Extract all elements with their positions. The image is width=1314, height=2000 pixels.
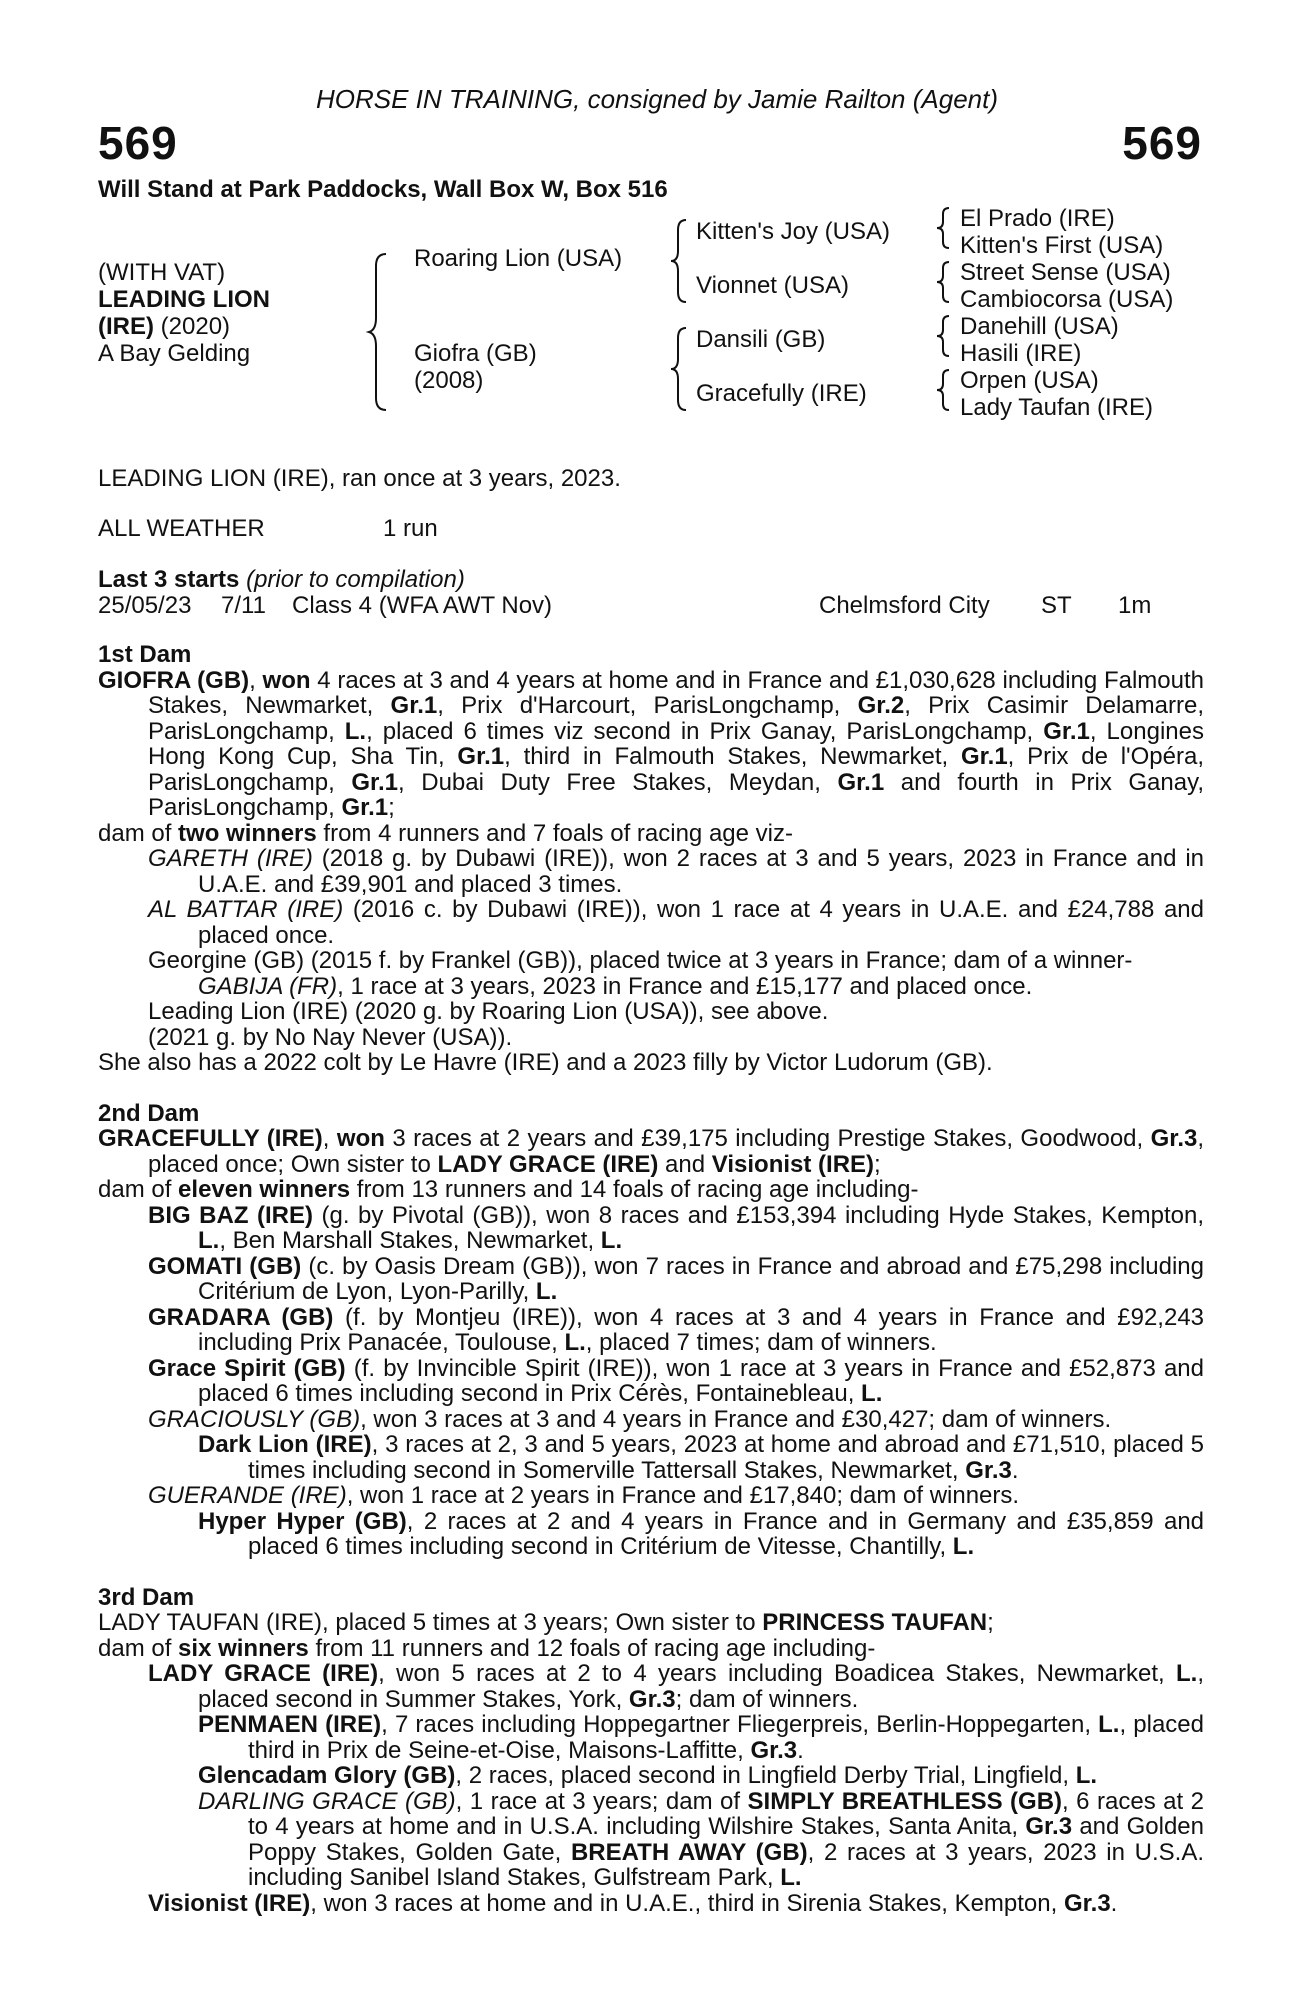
sire-line-brace bbox=[668, 218, 690, 304]
text-run: Leading Lion (IRE) (2020 g. by Roaring Lion (USA)), see above. bbox=[148, 998, 829, 1025]
first-dam-foal-3 bbox=[98, 948, 1204, 974]
lot-number-right: 569 bbox=[1122, 117, 1202, 169]
section-gap bbox=[98, 1560, 1204, 1585]
bold-text: BREATH AWAY (GB) bbox=[570, 1838, 808, 1866]
italic-text: GARETH (IRE) bbox=[148, 845, 313, 872]
bold-text: GRADARA (GB) bbox=[148, 1303, 334, 1331]
last-starts-title: Last 3 starts bbox=[98, 566, 240, 593]
section-gap bbox=[98, 1076, 1204, 1101]
text-run: , won 5 races at 2 to 4 years including Boadicea Stakes, Newmarket, bbox=[378, 1660, 1176, 1687]
italic-text: GUERANDE (IRE) bbox=[148, 1482, 347, 1509]
text-run: dam of bbox=[98, 819, 179, 847]
text-run: , Ben Marshall Stakes, Newmarket, bbox=[219, 1227, 601, 1254]
dam-dam: Gracefully (IRE) bbox=[696, 380, 867, 407]
second-dam-heading: 2nd Dam bbox=[98, 1099, 200, 1127]
last-starts-heading bbox=[98, 566, 465, 593]
great-granddam-3: Hasili (IRE) bbox=[960, 340, 1082, 367]
third-dam-grandfoal-3 bbox=[98, 1789, 1204, 1891]
lot-number-left: 569 bbox=[98, 117, 178, 169]
text-run: (2016 c. by Dubawi (IRE)), won 1 race at 4 years in U.A.E. and £24,788 and placed once. bbox=[198, 896, 1204, 949]
bold-text: L. bbox=[564, 1329, 586, 1356]
bold-text: Gr.3 bbox=[1063, 1889, 1111, 1917]
great-granddam-4: Lady Taufan (IRE) bbox=[960, 394, 1153, 421]
bold-text: L. bbox=[344, 717, 367, 745]
grand-brace-4 bbox=[934, 368, 952, 412]
bold-text: Gr.3 bbox=[965, 1456, 1012, 1484]
text-run: , won 3 races at home and in U.A.E., third in Sirenia Stakes, Kempton, bbox=[310, 1889, 1064, 1917]
bold-text: Grace Spirit (GB) bbox=[148, 1354, 346, 1382]
bold-text: GIOFRA (GB) bbox=[98, 666, 250, 694]
horse-name-suffix bbox=[98, 313, 230, 340]
text-run: (f. by Invincible Spirit (IRE)), won 1 race at 3 years in France and £52,873 and placed 6 times including second in Prix Cérès, Fontainebleau, bbox=[198, 1354, 1204, 1407]
second-dam-produce-summary bbox=[98, 1177, 1204, 1203]
dam-line-brace bbox=[668, 326, 690, 412]
bold-text: Gr.3 bbox=[1025, 1813, 1073, 1840]
text-run: from 13 runners and 14 foals of racing age including- bbox=[350, 1176, 919, 1203]
text-run: , Dubai Duty Free Stakes, Meydan, bbox=[398, 768, 838, 796]
text-run: , placed 7 times; dam of winners. bbox=[585, 1329, 937, 1356]
bold-text: PRINCESS TAUFAN bbox=[762, 1609, 988, 1636]
text-run: . bbox=[1110, 1889, 1118, 1917]
bold-text: Visionist (IRE) bbox=[148, 1889, 311, 1917]
bold-text: Gr.1 bbox=[390, 692, 438, 719]
text-run: . bbox=[1011, 1456, 1019, 1484]
text-run: (2018 g. by Dubawi (IRE)), won 2 races at 3 and 5 years, 2023 in France and in U.A.E. and £39,901 and placed 3 times. bbox=[198, 845, 1204, 898]
stand-location: Will Stand at Park Paddocks, Wall Box W, Box 516 bbox=[98, 176, 668, 203]
text-run: LADY TAUFAN (IRE), placed 5 times at 3 years; Own sister to bbox=[98, 1609, 763, 1636]
bold-text: SIMPLY BREATHLESS (GB) bbox=[747, 1787, 1063, 1815]
bold-text: L. bbox=[1176, 1660, 1198, 1687]
text-run: Georgine (GB) (2015 f. by Frankel (GB)), placed twice at 3 years in France; dam of a winner- bbox=[148, 947, 1133, 974]
family-body bbox=[98, 642, 1204, 1916]
italic-text: GRACIOUSLY (GB) bbox=[148, 1405, 361, 1433]
bold-text: GRACEFULLY (IRE) bbox=[98, 1125, 323, 1152]
bold-text: won bbox=[262, 666, 311, 694]
bold-text: Glencadam Glory (GB) bbox=[198, 1762, 456, 1789]
text-run: , won 1 race at 2 years in France and £17,840; dam of winners. bbox=[346, 1482, 1020, 1509]
vat-label: (WITH VAT) bbox=[98, 259, 226, 286]
start-course: Chelmsford City bbox=[819, 592, 990, 619]
first-dam-record bbox=[98, 668, 1204, 821]
first-dam-foal-2 bbox=[98, 897, 1204, 948]
text-run: , Prix d'Harcourt, ParisLongchamp, bbox=[437, 692, 858, 719]
second-dam-foal-4 bbox=[98, 1356, 1204, 1407]
sire-dam-brace bbox=[366, 252, 392, 412]
bold-text: L. bbox=[861, 1380, 883, 1407]
horse-year: (2020) bbox=[154, 313, 231, 340]
text-run: She also has a 2022 colt by Le Havre (IRE) and a 2023 filly by Victor Ludorum (GB). bbox=[98, 1049, 993, 1076]
text-run: , placed once; Own sister to bbox=[148, 1125, 1205, 1178]
third-dam-grandfoal-2 bbox=[98, 1763, 1204, 1789]
third-dam-heading: 3rd Dam bbox=[98, 1583, 195, 1611]
bold-text: LADY GRACE (IRE) bbox=[148, 1660, 379, 1687]
bold-text: Visionist (IRE) bbox=[711, 1150, 875, 1178]
sire-dam: Vionnet (USA) bbox=[696, 272, 849, 299]
bold-text: GOMATI (GB) bbox=[148, 1252, 302, 1280]
italic-text: DARLING GRACE (GB) bbox=[198, 1787, 456, 1815]
second-dam-foal-2 bbox=[98, 1254, 1204, 1305]
text-run: (f. by Montjeu (IRE)), won 4 races at 3 and 4 years in France and £92,243 including Prix Panacée, Toulouse, bbox=[198, 1303, 1205, 1356]
bold-text: Gr.2 bbox=[857, 692, 905, 719]
text-run: from 11 runners and 12 foals of racing age including- bbox=[308, 1634, 876, 1662]
bold-text: Gr.3 bbox=[750, 1736, 798, 1764]
horse-country: (IRE) bbox=[98, 313, 154, 340]
first-dam-grandfoal-1 bbox=[98, 974, 1204, 1000]
grand-brace-1 bbox=[934, 206, 952, 250]
text-run: and bbox=[658, 1150, 712, 1178]
start-position: 7/11 bbox=[221, 592, 266, 619]
great-granddam-2: Cambiocorsa (USA) bbox=[960, 286, 1174, 313]
text-run: , 7 races including Hoppegartner Fliegerpreis, Berlin-Hoppegarten, bbox=[381, 1711, 1099, 1738]
surface-label: ALL WEATHER bbox=[98, 515, 265, 542]
text-run: , 2 races, placed second in Lingfield Derby Trial, Lingfield, bbox=[455, 1762, 1076, 1789]
bold-text: six winners bbox=[178, 1634, 309, 1662]
bold-text: BIG BAZ (IRE) bbox=[148, 1201, 313, 1229]
text-run: , 2 races at 2 and 4 years in France and in Germany and £35,859 and placed 6 times including second in Critérium de Vitesse, Chantilly, bbox=[248, 1507, 1205, 1560]
bold-text: L. bbox=[535, 1278, 558, 1305]
text-run: , placed second in Summer Stakes, York, bbox=[198, 1660, 1204, 1713]
bold-text: PENMAEN (IRE) bbox=[198, 1711, 382, 1738]
grand-brace-2 bbox=[934, 260, 952, 304]
text-run: dam of bbox=[98, 1176, 179, 1203]
text-run: (g. by Pivotal (GB)), won 8 races and £153,394 including Hyde Stakes, Kempton, bbox=[313, 1201, 1204, 1229]
great-grandsire-4: Orpen (USA) bbox=[960, 367, 1099, 394]
text-run: , 1 race at 3 years; dam of bbox=[455, 1787, 748, 1815]
great-grandsire-2: Street Sense (USA) bbox=[960, 259, 1171, 286]
italic-text: GABIJA (FR) bbox=[198, 972, 338, 1000]
start-race: Class 4 (WFA AWT Nov) bbox=[292, 592, 553, 619]
text-run: (2021 g. by No Nay Never (USA)). bbox=[148, 1023, 513, 1051]
great-grandsire-3: Danehill (USA) bbox=[960, 313, 1119, 340]
text-run: ; bbox=[388, 794, 395, 821]
second-dam-record bbox=[98, 1126, 1204, 1177]
text-run: and fourth in Prix Ganay, ParisLongchamp, bbox=[148, 768, 1204, 821]
third-dam-grandfoal-1 bbox=[98, 1712, 1204, 1763]
text-run: , bbox=[322, 1125, 337, 1152]
text-run: ; bbox=[874, 1150, 881, 1178]
sire-sire: Kitten's Joy (USA) bbox=[696, 218, 890, 245]
bold-text: L. bbox=[600, 1227, 623, 1254]
text-run: ; dam of winners. bbox=[675, 1685, 859, 1713]
second-dam-grandfoal-1 bbox=[98, 1432, 1204, 1483]
text-run: , placed 6 times viz second in Prix Ganay, ParisLongchamp, bbox=[366, 717, 1044, 745]
start-going: ST bbox=[1041, 592, 1072, 619]
bold-text: Gr.1 bbox=[1043, 717, 1090, 745]
text-run: . bbox=[797, 1736, 804, 1764]
text-run: ; bbox=[987, 1609, 994, 1636]
start-distance: 1m bbox=[1118, 592, 1152, 619]
start-date: 25/05/23 bbox=[98, 592, 192, 619]
surface-runs: 1 run bbox=[383, 515, 438, 542]
bold-text: L. bbox=[1075, 1762, 1098, 1789]
dam-year: (2008) bbox=[414, 367, 484, 394]
second-dam-foal-1 bbox=[98, 1203, 1204, 1254]
first-dam-foal-1 bbox=[98, 846, 1204, 897]
third-dam-produce-summary bbox=[98, 1636, 1204, 1662]
race-record-summary: LEADING LION (IRE), ran once at 3 years, 2023. bbox=[98, 465, 621, 492]
bold-text: L. bbox=[780, 1864, 802, 1891]
bold-text: two winners bbox=[178, 819, 317, 847]
text-run: 3 races at 2 years and £39,175 including Prestige Stakes, Goodwood, bbox=[384, 1125, 1151, 1152]
consignment-line: HORSE IN TRAINING, consigned by Jamie Railton (Agent) bbox=[315, 84, 999, 114]
bold-text: Hyper Hyper (GB) bbox=[198, 1507, 407, 1535]
bold-text: Gr.1 bbox=[341, 794, 389, 821]
great-grandsire-1: El Prado (IRE) bbox=[960, 205, 1115, 232]
dam-sire: Dansili (GB) bbox=[696, 326, 826, 353]
text-run: dam of bbox=[98, 1634, 179, 1662]
grand-brace-3 bbox=[934, 314, 952, 358]
bold-text: L. bbox=[952, 1533, 975, 1560]
text-run: , Prix Casimir Delamarre, ParisLongchamp, bbox=[148, 692, 1204, 745]
bold-text: L. bbox=[198, 1227, 220, 1254]
great-granddam-1: Kitten's First (USA) bbox=[960, 232, 1164, 259]
text-run: and Golden Poppy Stakes, Golden Gate, bbox=[248, 1813, 1205, 1866]
text-run: , Prix de l'Opéra, ParisLongchamp, bbox=[148, 743, 1204, 796]
italic-text: AL BATTAR (IRE) bbox=[148, 896, 344, 923]
bold-text: Gr.3 bbox=[1150, 1125, 1198, 1152]
first-dam-heading: 1st Dam bbox=[98, 641, 192, 668]
first-dam-produce-summary bbox=[98, 821, 1204, 847]
text-run: , bbox=[249, 666, 263, 694]
horse-description: A Bay Gelding bbox=[98, 340, 251, 367]
bold-text: LADY GRACE (IRE) bbox=[437, 1150, 659, 1178]
bold-text: Dark Lion (IRE) bbox=[198, 1431, 372, 1458]
first-dam-foal-4 bbox=[98, 999, 1204, 1025]
text-run: 4 races at 3 and 4 years at home and in France and £1,030,628 including Falmouth Stakes, Newmarket, bbox=[148, 666, 1204, 719]
text-run: , 6 races at 2 to 4 years at home and in U.S.A. including Wilshire Stakes, Santa Anita, bbox=[248, 1787, 1204, 1840]
bold-text: won bbox=[336, 1125, 385, 1152]
dam: Giofra (GB) bbox=[414, 340, 537, 367]
second-dam-foal-3 bbox=[98, 1305, 1204, 1356]
text-run: , 1 race at 3 years, 2023 in France and £15,177 and placed once. bbox=[337, 972, 1033, 1000]
bold-text: eleven winners bbox=[178, 1176, 351, 1203]
sire: Roaring Lion (USA) bbox=[414, 245, 623, 272]
text-run: , 2 races at 3 years, 2023 in U.S.A. including Sanibel Island Stakes, Gulfstream Park, bbox=[248, 1838, 1205, 1891]
third-dam-foal-2 bbox=[98, 1891, 1204, 1917]
text-run: , Longines Hong Kong Cup, Sha Tin, bbox=[148, 717, 1204, 770]
third-dam-record bbox=[98, 1610, 1204, 1636]
bold-text: Gr.1 bbox=[351, 768, 399, 796]
text-run: , placed third in Prix de Seine-et-Oise, Maisons-Laffitte, bbox=[248, 1711, 1204, 1764]
text-run: , 3 races at 2, 3 and 5 years, 2023 at home and abroad and £71,510, placed 5 times including second in Somerville Tattersall Stakes, Newmarket, bbox=[248, 1431, 1205, 1484]
bold-text: Gr.1 bbox=[457, 743, 505, 770]
first-dam-young-stock bbox=[98, 1050, 1204, 1076]
text-run: , third in Falmouth Stakes, Newmarket, bbox=[504, 743, 961, 770]
bold-text: Gr.1 bbox=[960, 743, 1008, 770]
second-dam-foal-6 bbox=[98, 1483, 1204, 1509]
bold-text: L. bbox=[1098, 1711, 1120, 1738]
third-dam-foal-1 bbox=[98, 1661, 1204, 1712]
bold-text: Gr.1 bbox=[837, 768, 885, 796]
text-run: from 4 runners and 7 foals of racing age viz- bbox=[316, 819, 793, 847]
second-dam-grandfoal-2 bbox=[98, 1509, 1204, 1560]
second-dam-foal-5 bbox=[98, 1407, 1204, 1433]
text-run: (c. by Oasis Dream (GB)), won 7 races in France and abroad and £75,298 including Critérium de Lyon, Lyon-Parilly, bbox=[198, 1252, 1204, 1305]
last-starts-note: (prior to compilation) bbox=[239, 566, 465, 593]
first-dam-foal-5 bbox=[98, 1025, 1204, 1051]
text-run: , won 3 races at 3 and 4 years in France and £30,427; dam of winners. bbox=[360, 1405, 1112, 1433]
horse-name: LEADING LION bbox=[98, 286, 270, 313]
bold-text: Gr.3 bbox=[628, 1685, 676, 1713]
